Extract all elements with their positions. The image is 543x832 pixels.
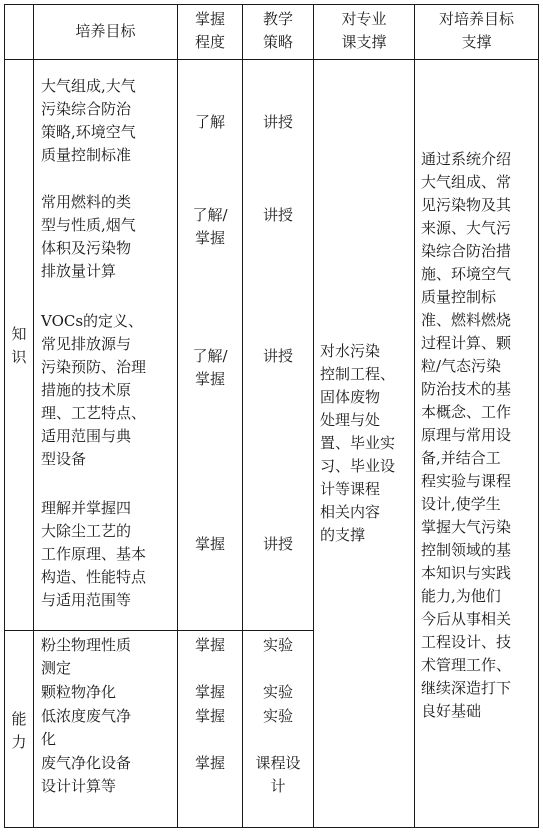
ability-strategy-2: 实验 (262, 683, 293, 701)
ability-mastery-1: 掌握 (194, 636, 225, 654)
header-bottom-border (4, 59, 539, 60)
ability-strategy-1: 实验 (262, 636, 293, 654)
knowledge-mastery-3: 了解/ 掌握 (192, 347, 228, 388)
ability-strategy-4: 课程设 计 (255, 754, 301, 795)
knowledge-goal-4: 理解并掌握四 大除尘工艺的 工作原理、基本 构造、性能特点 与适用范围等 (41, 499, 147, 609)
category-knowledge: 知 识 (11, 325, 27, 366)
header-goal-support: 对培养目标 支撑 (438, 10, 514, 51)
header-goal: 培养目标 (75, 22, 136, 40)
table-left-border (4, 4, 5, 828)
ability-mastery-3: 掌握 (194, 707, 225, 725)
header-mastery: 掌握 程度 (194, 10, 225, 51)
ability-goal-3: 低浓度废气净 化 (41, 707, 132, 748)
knowledge-strategy-2: 讲授 (262, 206, 293, 224)
knowledge-mastery-2: 了解/ 掌握 (192, 206, 228, 247)
table-bottom-border (4, 827, 539, 828)
col-divider-4 (313, 4, 314, 828)
category-divider (4, 630, 314, 631)
header-major-support: 对专业 课支撑 (341, 10, 387, 51)
ability-strategy-3: 实验 (262, 707, 293, 725)
goal-support-text: 通过系统介绍 大气组成、常 见污染物及其 来源、大气污 染综合防治措 施、环境空气 质量控制标 准、燃料燃烧 过程计算、颗 粒/气态污染 防治技术的基 本概念、工作 原理与常用设 备,并结合工 程实验与课程 设计,使学生 掌握大气污染 控制领域的基 本知识与实践 能力,为他们 今后从事相关 工程设计、技 术管理工作、 继续深造打下 良好基础 (421, 150, 512, 720)
knowledge-strategy-3: 讲授 (262, 347, 293, 365)
major-support-text: 对水污染 控制工程、 固体废物 处理与处 置、毕业实 习、毕业设 计等课程 相关内容 的支撑 (320, 342, 396, 544)
ability-goal-4: 废气净化设备 设计计算等 (41, 754, 132, 795)
knowledge-goal-3: VOCs的定义、 常见排放源与 污染预防、治理 措施的技术原 理、工艺特点、 适用范围与典 型设备 (41, 312, 147, 468)
knowledge-strategy-1: 讲授 (262, 113, 293, 131)
knowledge-strategy-4: 讲授 (262, 535, 293, 553)
ability-mastery-4: 掌握 (194, 754, 225, 772)
ability-goal-2: 颗粒物净化 (41, 683, 117, 701)
ability-mastery-2: 掌握 (194, 683, 225, 701)
knowledge-goal-1: 大气组成,大气 污染综合防治 策略,环境空气 质量控制标准 (41, 77, 136, 164)
header-strategy: 教学 策略 (262, 10, 293, 51)
knowledge-goal-2: 常用燃料的类 型与性质,烟气 体积及污染物 排放量计算 (41, 193, 136, 280)
col-divider-1 (33, 4, 34, 828)
ability-goal-1: 粉尘物理性质 测定 (41, 636, 132, 677)
table-right-border (538, 4, 539, 828)
category-ability: 能 力 (11, 710, 27, 751)
col-divider-5 (414, 4, 415, 828)
knowledge-mastery-1: 了解 (194, 113, 225, 131)
knowledge-mastery-4: 掌握 (194, 535, 225, 553)
table-top-border (4, 4, 539, 5)
